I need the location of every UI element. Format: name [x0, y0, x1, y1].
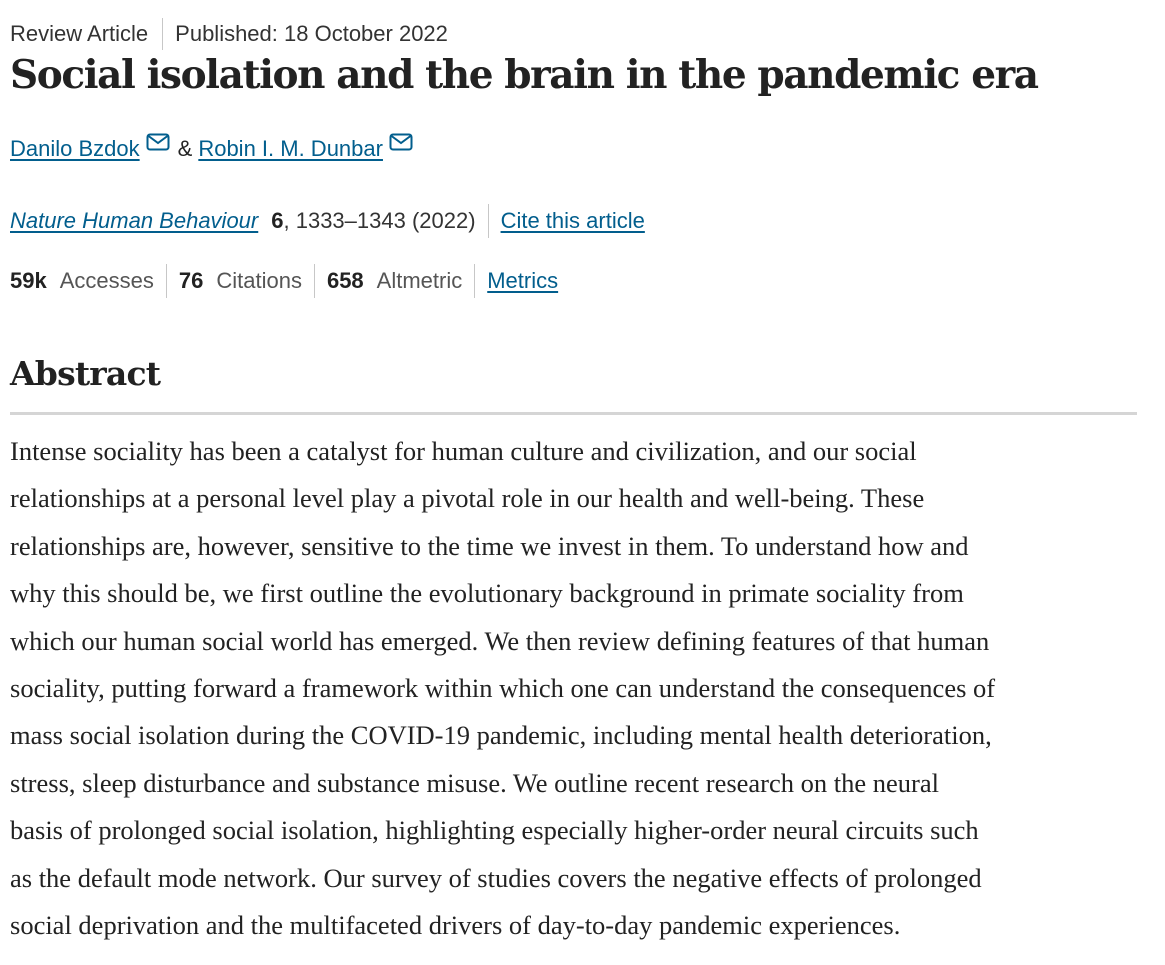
- abstract-line: relationships at a personal level play a pivotal role in our health and well-being. These: [10, 483, 925, 514]
- citation-divider: [488, 204, 489, 238]
- abstract-text: [10, 428, 1138, 949]
- citations-count: 76: [178, 268, 204, 293]
- altmetric-label: Altmetric: [376, 268, 463, 293]
- cite-this-article-link[interactable]: Cite this article: [500, 208, 645, 233]
- mail-icon[interactable]: [146, 133, 170, 153]
- article-type: Review Article: [10, 21, 149, 46]
- accesses-count: 59k: [10, 268, 47, 293]
- journal-volume: 6: [271, 208, 284, 233]
- accesses-label: Accesses: [59, 268, 154, 293]
- abstract-line: as the default mode network. Our survey of studies covers the negative effects of prolonged: [10, 862, 982, 893]
- abstract-line: stress, sleep disturbance and substance misuse. We outline recent research on the neural: [10, 767, 939, 798]
- abstract-heading: Abstract: [10, 354, 161, 393]
- author-list: [10, 136, 415, 162]
- author-link-dunbar[interactable]: Robin I. M. Dunbar: [198, 136, 383, 161]
- citation-row: [10, 204, 645, 238]
- metrics-divider: [314, 264, 315, 298]
- abstract-line: basis of prolonged social isolation, highlighting especially higher-order neural circuits such: [10, 815, 979, 846]
- article-meta: [10, 18, 448, 50]
- journal-link[interactable]: Nature Human Behaviour: [10, 208, 259, 233]
- journal-pages-year: , 1333–1343 (2022): [283, 208, 476, 233]
- published-date: Published: 18 October 2022: [175, 21, 448, 46]
- abstract-divider: [10, 412, 1137, 415]
- article-title: Social isolation and the brain in the pandemic era: [10, 52, 1038, 98]
- mail-icon[interactable]: [389, 133, 413, 153]
- meta-divider: [162, 18, 163, 50]
- abstract-line: social deprivation and the multifaceted drivers of day-to-day pandemic experiences.: [10, 910, 901, 941]
- abstract-line: mass social isolation during the COVID-19 pandemic, including mental health deterioration,: [10, 720, 992, 751]
- metrics-row: [10, 264, 558, 298]
- abstract-line: relationships are, however, sensitive to the time we invest in them. To understand how and: [10, 530, 969, 561]
- metrics-divider: [474, 264, 475, 298]
- author-link-bzdok[interactable]: Danilo Bzdok: [10, 136, 140, 161]
- abstract-line: sociality, putting forward a framework within which one can understand the consequences of: [10, 673, 996, 704]
- citations-label: Citations: [216, 268, 302, 293]
- altmetric-score: 658: [326, 268, 364, 293]
- abstract-line: Intense sociality has been a catalyst for human culture and civilization, and our social: [10, 436, 917, 466]
- author-separator: &: [177, 136, 193, 161]
- metrics-link[interactable]: Metrics: [487, 268, 559, 293]
- metrics-divider: [166, 264, 167, 298]
- abstract-line: which our human social world has emerged. We then review defining features of that human: [10, 625, 990, 656]
- abstract-line: why this should be, we first outline the evolutionary background in primate sociality from: [10, 578, 964, 609]
